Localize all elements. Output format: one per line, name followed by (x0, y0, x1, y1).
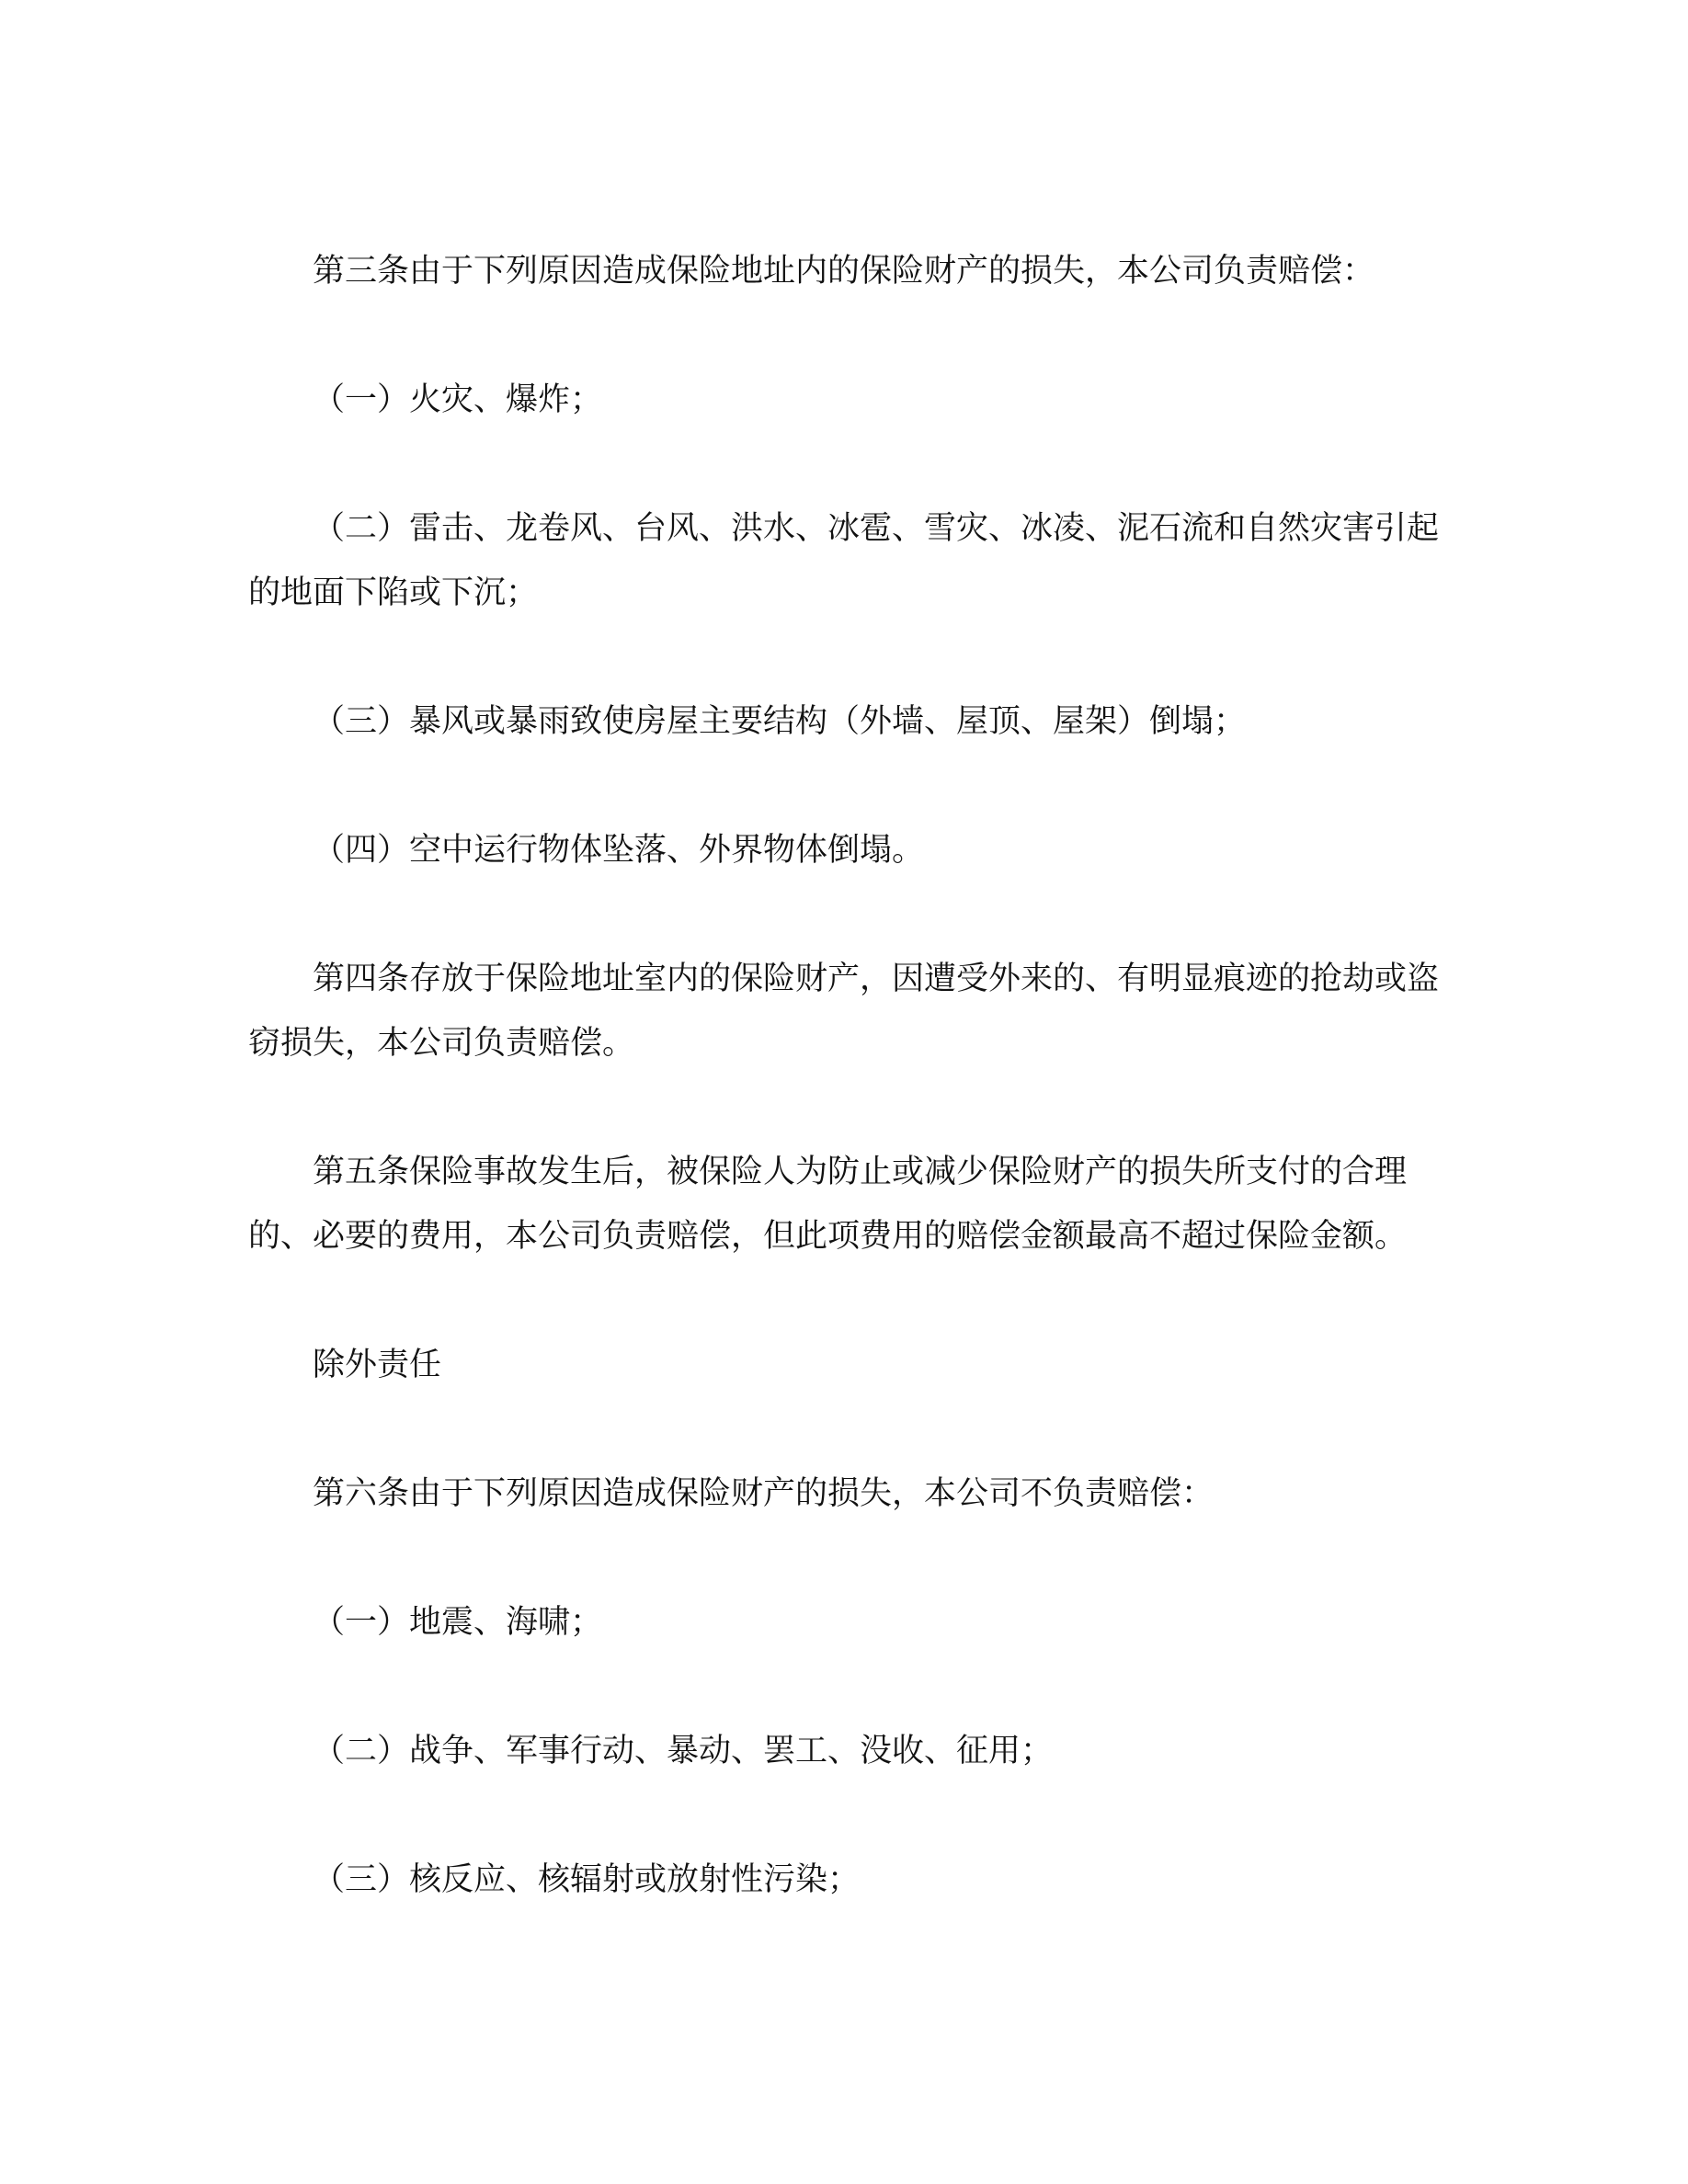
article-4-paragraph: 第四条存放于保险地址室内的保险财产，因遭受外来的、有明显痕迹的抢劫或盗窃损失，本公司负责赔偿。 (248, 961, 1440, 1062)
article-6-item-1: （一）地震、海啸； (313, 1604, 603, 1641)
article-6-paragraph: 第六条由于下列原因造成保险财产的损失，本公司不负责赔偿： (313, 1475, 1215, 1512)
article-3-item-1: （一）火灾、爆炸； (313, 381, 603, 418)
article-6-item-2: （二）战争、军事行动、暴动、罢工、没收、征用； (313, 1733, 1054, 1769)
article-3-item-4: （四）空中运行物体坠落、外界物体倒塌。 (313, 832, 925, 869)
article-5-paragraph: 第五条保险事故发生后，被保险人为防止或减少保险财产的损失所支付的合理的、必要的费用，本公司负责赔偿，但此项费用的赔偿金额最高不超过保险金额。 (248, 1154, 1408, 1255)
article-3-item-2: （二）雷击、龙卷风、台风、洪水、冰雹、雪灾、冰凌、泥石流和自然灾害引起的地面下陷或下沉； (248, 510, 1440, 611)
article-6-item-3: （三）核反应、核辐射或放射性污染； (313, 1861, 861, 1898)
section-heading-exclusions: 除外责任 (313, 1347, 442, 1383)
article-3-paragraph: 第三条由于下列原因造成保险地址内的保险财产的损失，本公司负责赔偿： (313, 253, 1375, 290)
article-3-item-3: （三）暴风或暴雨致使房屋主要结构（外墙、屋顶、屋架）倒塌； (313, 703, 1247, 740)
document-body (248, 239, 1443, 1976)
